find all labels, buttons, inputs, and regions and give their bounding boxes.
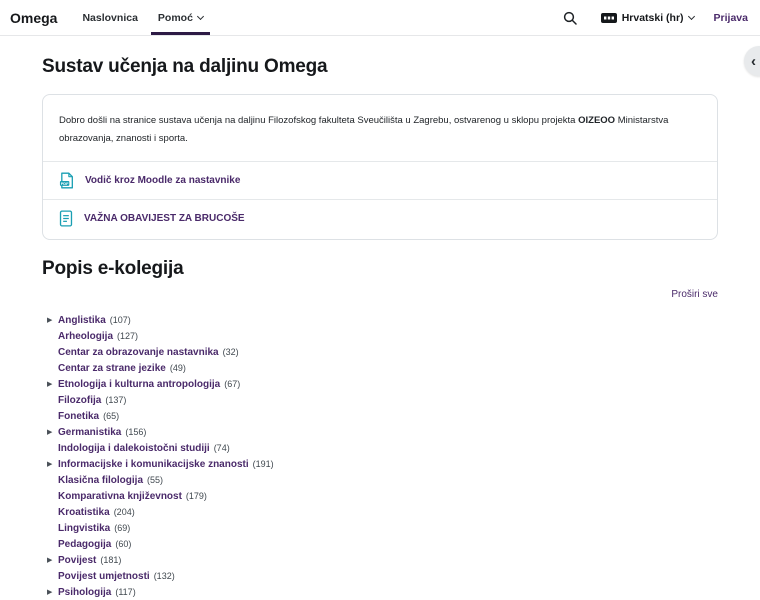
welcome-text xyxy=(59,112,701,148)
welcome-card xyxy=(42,94,718,240)
brand-logo[interactable]: Omega xyxy=(10,9,58,26)
search-icon xyxy=(563,11,577,25)
category-course-count: (32) xyxy=(222,347,239,357)
category-row xyxy=(42,520,718,536)
login-link[interactable]: Prijava xyxy=(713,11,748,24)
category-course-count: (127) xyxy=(117,331,139,341)
category-link[interactable]: Komparativna književnost xyxy=(58,490,182,502)
language-icon xyxy=(601,13,617,23)
category-course-count: (117) xyxy=(115,587,136,597)
category-course-count: (65) xyxy=(103,411,120,421)
resource-link-label: Vodič kroz Moodle za nastavnike xyxy=(85,175,241,186)
primary-nav xyxy=(75,0,215,35)
course-category-list xyxy=(42,312,718,600)
top-navbar xyxy=(0,0,760,36)
category-link[interactable]: Fonetika xyxy=(58,410,100,422)
category-link[interactable]: Indologija i dalekoistočni studiji xyxy=(58,442,210,454)
category-link[interactable]: Centar za obrazovanje nastavnika xyxy=(58,346,219,358)
nav-item-help[interactable] xyxy=(151,0,210,35)
category-link[interactable]: Kroatistika xyxy=(58,506,110,518)
category-row xyxy=(42,312,718,328)
svg-text:PDF: PDF xyxy=(60,180,69,186)
expand-triangle-icon[interactable]: ▶ xyxy=(47,460,53,468)
welcome-text-after: Ministarstva obrazovanja, znanosti i sporta. xyxy=(59,115,669,144)
category-row xyxy=(42,328,718,344)
category-link[interactable]: Informacijske i komunikacijske znanosti xyxy=(58,458,249,470)
category-link[interactable]: Arheologija xyxy=(58,330,114,342)
open-drawer-button[interactable] xyxy=(744,46,760,76)
category-course-count: (179) xyxy=(185,491,207,501)
category-row xyxy=(42,408,718,424)
category-course-count: (69) xyxy=(114,523,131,533)
category-row xyxy=(42,344,718,360)
category-link[interactable]: Germanistika xyxy=(58,426,122,438)
category-row xyxy=(42,504,718,520)
category-row xyxy=(42,568,718,584)
category-link[interactable]: Anglistika xyxy=(58,314,106,326)
category-course-count: (107) xyxy=(109,315,131,325)
category-link[interactable]: Pedagogija xyxy=(58,538,112,550)
nav-home-label: Naslovnica xyxy=(82,11,138,24)
pdf-file-icon xyxy=(59,172,74,189)
chevron-down-icon xyxy=(688,12,695,19)
expand-all-link[interactable]: Proširi sve xyxy=(671,289,718,300)
expand-triangle-icon[interactable]: ▶ xyxy=(47,588,53,596)
category-row xyxy=(42,488,718,504)
category-row xyxy=(42,552,718,568)
category-row xyxy=(42,536,718,552)
expand-triangle-icon[interactable]: ▶ xyxy=(47,428,53,436)
resource-link-freshman-notice[interactable] xyxy=(43,199,717,237)
nav-help-label: Pomoć xyxy=(157,11,193,24)
category-row xyxy=(42,472,718,488)
project-name: OIZEOO xyxy=(578,115,616,126)
nav-item-home[interactable] xyxy=(75,0,144,35)
category-row xyxy=(42,440,718,456)
chevron-down-icon xyxy=(197,12,204,19)
course-list-heading: Popis e-kolegija xyxy=(42,258,184,279)
page-title: Sustav učenja na daljinu Omega xyxy=(42,56,328,77)
category-course-count: (49) xyxy=(169,363,186,373)
category-course-count: (204) xyxy=(113,507,135,517)
topbar-right xyxy=(559,0,748,35)
category-link[interactable]: Filozofija xyxy=(58,394,102,406)
category-link[interactable]: Povijest xyxy=(58,554,97,566)
chevron-left-icon: ‹ xyxy=(751,52,756,70)
category-course-count: (55) xyxy=(147,475,164,485)
expand-triangle-icon[interactable]: ▶ xyxy=(47,316,53,324)
category-row xyxy=(42,424,718,440)
category-row xyxy=(42,456,718,472)
category-row xyxy=(42,584,718,600)
category-course-count: (67) xyxy=(224,379,241,389)
welcome-text-before: Dobro došli na stranice sustava učenja na daljinu Filozofskog fakulteta Sveučilišta u Zagrebu, ostvarenog u sklopu projekta xyxy=(59,115,579,126)
category-course-count: (156) xyxy=(125,427,147,437)
category-course-count: (181) xyxy=(100,555,122,565)
category-link[interactable]: Lingvistika xyxy=(58,522,111,534)
category-link[interactable]: Klasična filologija xyxy=(58,474,144,486)
category-row xyxy=(42,360,718,376)
language-label: Hrvatski (hr) xyxy=(621,11,684,24)
category-course-count: (60) xyxy=(115,539,132,549)
text-file-icon xyxy=(59,210,73,227)
resource-link-moodle-guide[interactable] xyxy=(43,161,717,199)
category-link[interactable]: Psihologija xyxy=(58,586,112,598)
language-menu[interactable] xyxy=(601,12,694,24)
expand-triangle-icon[interactable]: ▶ xyxy=(47,556,53,564)
expand-all-row xyxy=(42,284,718,302)
expand-triangle-icon[interactable]: ▶ xyxy=(47,380,53,388)
search-toggle-button[interactable] xyxy=(559,7,581,29)
main-content xyxy=(42,56,718,600)
category-row xyxy=(42,376,718,392)
category-course-count: (137) xyxy=(105,395,127,405)
resource-link-label: VAŽNA OBAVIJEST ZA BRUCOŠE xyxy=(84,213,245,224)
category-row xyxy=(42,392,718,408)
category-course-count: (132) xyxy=(153,571,175,581)
category-link[interactable]: Etnologija i kulturna antropologija xyxy=(58,378,221,390)
category-link[interactable]: Povijest umjetnosti xyxy=(58,570,150,582)
category-course-count: (74) xyxy=(213,443,230,453)
category-link[interactable]: Centar za strane jezike xyxy=(58,362,166,374)
category-course-count: (191) xyxy=(252,459,274,469)
